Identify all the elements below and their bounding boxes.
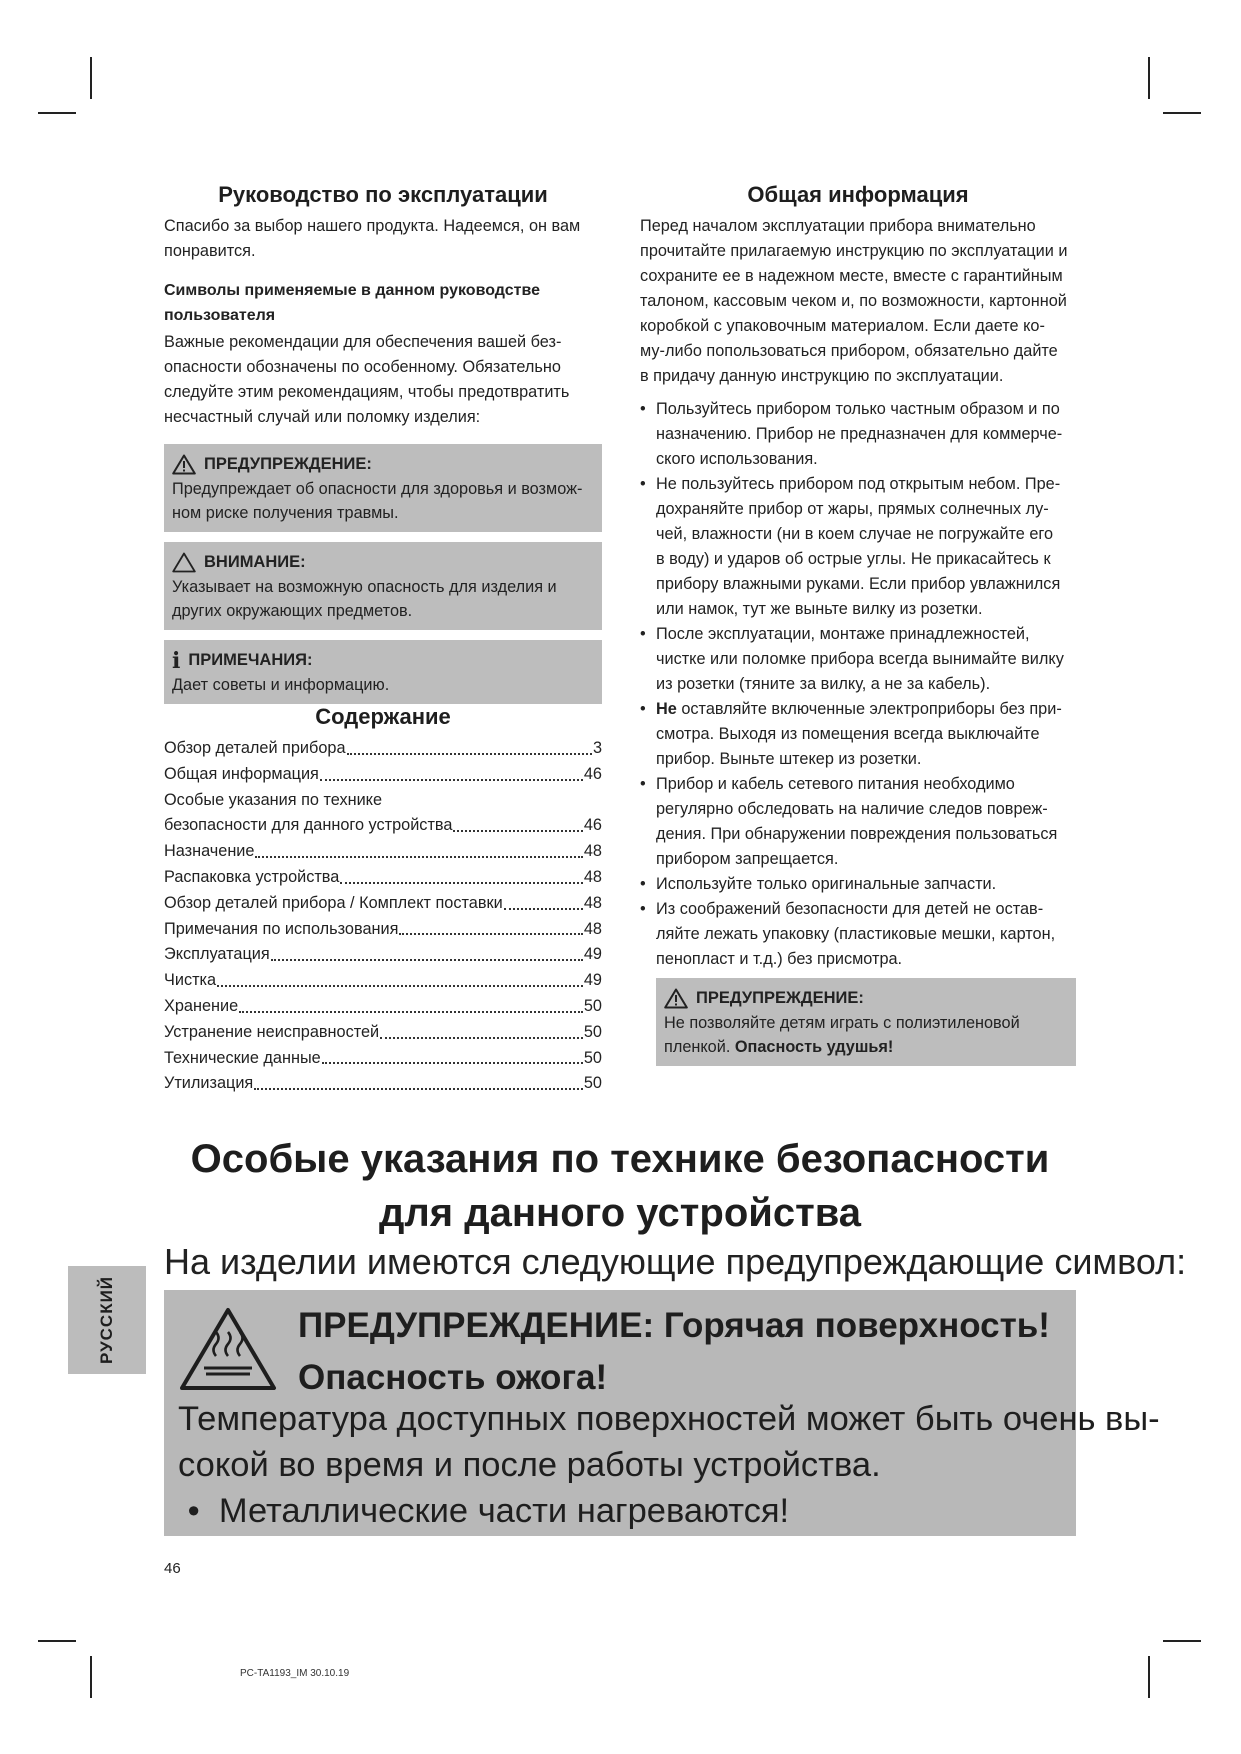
crop-mark [1148,57,1150,99]
toc-item: Обзор деталей прибора / Комплект поставки 48 [164,891,602,917]
suffocation-warning [656,978,1076,1066]
hot-surface-text: Температура доступных поверхностей может быть очень вы- сокой во время и после работы устройства. • Металлические части нагреваются! [178,1400,1160,1530]
hot-surface-warning-box [164,1290,1160,1536]
caution-notice [164,542,602,630]
footer-code: PC-TA1193_IM 30.10.19 [240,1668,350,1679]
left-column [164,182,602,1097]
toc-item: Эксплуатация 49 [164,942,602,968]
hot-surface-title: ПРЕДУПРЕЖДЕНИЕ: Горячая поверхность! Опасность ожога! [298,1306,1050,1397]
notice-text: Не позволяйте детям играть с полиэтиленовой пленкой. Опасность удушья! [664,1014,1020,1056]
page-number: 46 [164,1560,181,1577]
safety-section-title: Особые указания по технике безопасности для данного устройства [190,1137,1050,1235]
toc-item: Общая информация 46 [164,762,602,788]
crop-mark [90,1656,92,1698]
crop-mark [1163,1640,1201,1642]
list-item: • Используйте только оригинальные запчасти. [640,872,1076,897]
list-item: • Из соображений безопасности для детей не остав- ляйте лежать упаковку (пластиковые мешки, картон, пенопласт и т.д.) без присмотра. [640,897,1076,972]
symbols-heading: Символы применяемые в данном руководстве пользователя [164,282,540,324]
bullet-glyph: • [178,1492,219,1530]
toc-item: Распаковка устройства 48 [164,865,602,891]
manual-title: Руководство по эксплуатации [218,182,548,207]
crop-mark [38,1640,76,1642]
info-notice [164,640,602,704]
crop-mark [90,57,92,99]
list-item: • Не оставляйте включенные электроприборы без при- смотра. Выходя из помещения всегда выключайте прибор. Выньте штекер из розетки. [640,697,1076,772]
toc-item: Чистка 49 [164,968,602,994]
intro-text: Спасибо за выбор нашего продукта. Надеемся, он вам понравится. [164,217,581,260]
hot-surface-icon [178,1306,278,1392]
toc-item: Устранение неисправностей 50 [164,1020,602,1046]
info-icon: i [172,647,181,674]
table-of-contents [164,736,602,1097]
toc-item: Технические данные 50 [164,1046,602,1072]
general-info-title: Общая информация [747,182,969,207]
list-item: • Прибор и кабель сетевого питания необходимо регулярно обследовать на наличие следов повреж- дения. При обнаружении повреждения пользоваться прибором запрещается. [640,772,1076,872]
notice-title: ВНИМАНИЕ: [204,553,306,571]
right-column [640,182,1076,1066]
toc-title: Содержание [315,704,451,729]
list-item: • Пользуйтесь прибором только частным образом и по назначению. Прибор не предназначен для коммерче- ского использования. [640,397,1076,472]
safety-subtitle: На изделии имеются следующие предупреждающие символ: [164,1241,1187,1282]
general-info-text: Перед началом эксплуатации прибора внимательно прочитайте прилагаемую инструкцию по эксплуатации и сохраните ее в надежном месте, вместе с гарантийным талоном, кассовым чеком и, по возможности, картонной коробкой с упаковочным материалом. Если даете ко- му-либо попользоваться прибором, обязательно дайте в придачу данную инструкцию по эксплуатации. [640,217,1068,385]
crop-mark [38,112,76,114]
symbols-text: Важные рекомендации для обеспечения вашей без- опасности обозначены по особенному. Обязательно следуйте этим рекомендациям, чтобы предотвратить несчастный случай или поломку изделия: [164,333,570,426]
warning-triangle-icon [172,454,196,475]
safety-bullet-list [640,397,1076,972]
warning-triangle-icon [664,988,688,1009]
toc-item: безопасности для данного устройства 46 [164,813,602,839]
warning-notice [164,444,602,532]
notice-title: ПРЕДУПРЕЖДЕНИЕ: [696,989,864,1007]
toc-item: Примечания по использования 48 [164,917,602,943]
crop-mark [1163,112,1201,114]
notice-text: Указывает на возможную опасность для изделия и других окружающих предметов. [172,578,557,620]
toc-item: Назначение 48 [164,839,602,865]
toc-item: Особые указания по технике [164,790,383,809]
crop-mark [1148,1656,1150,1698]
notice-title: ПРЕДУПРЕЖДЕНИЕ: [204,455,372,473]
toc-item: Обзор деталей прибора 3 [164,736,602,762]
notice-text: Предупреждает об опасности для здоровья и возмож- ном риске получения травмы. [172,480,583,522]
caution-triangle-icon [172,552,196,573]
list-item: • Не пользуйтесь прибором под открытым небом. Пре- дохраняйте прибор от жары, прямых солнечных лу- чей, влажности (ни в коем случае не погружайте его в воду) и ударов об острые углы. Не прикасайтесь к прибору влажными руками. Если прибор увлажнился или намок, тут же выньте вилку из розетки. [640,472,1076,622]
toc-item: Утилизация 50 [164,1071,602,1097]
list-item: • После эксплуатации, монтаже принадлежностей, чистке или поломке прибора всегда вынимайте вилку из розетки (тяните за вилку, а не за кабель). [640,622,1076,697]
notice-text: Дает советы и информацию. [172,676,390,694]
language-tab: РУССКИЙ [68,1266,146,1374]
notice-title: ПРИМЕЧАНИЯ: [188,651,313,669]
toc-item: Хранение 50 [164,994,602,1020]
